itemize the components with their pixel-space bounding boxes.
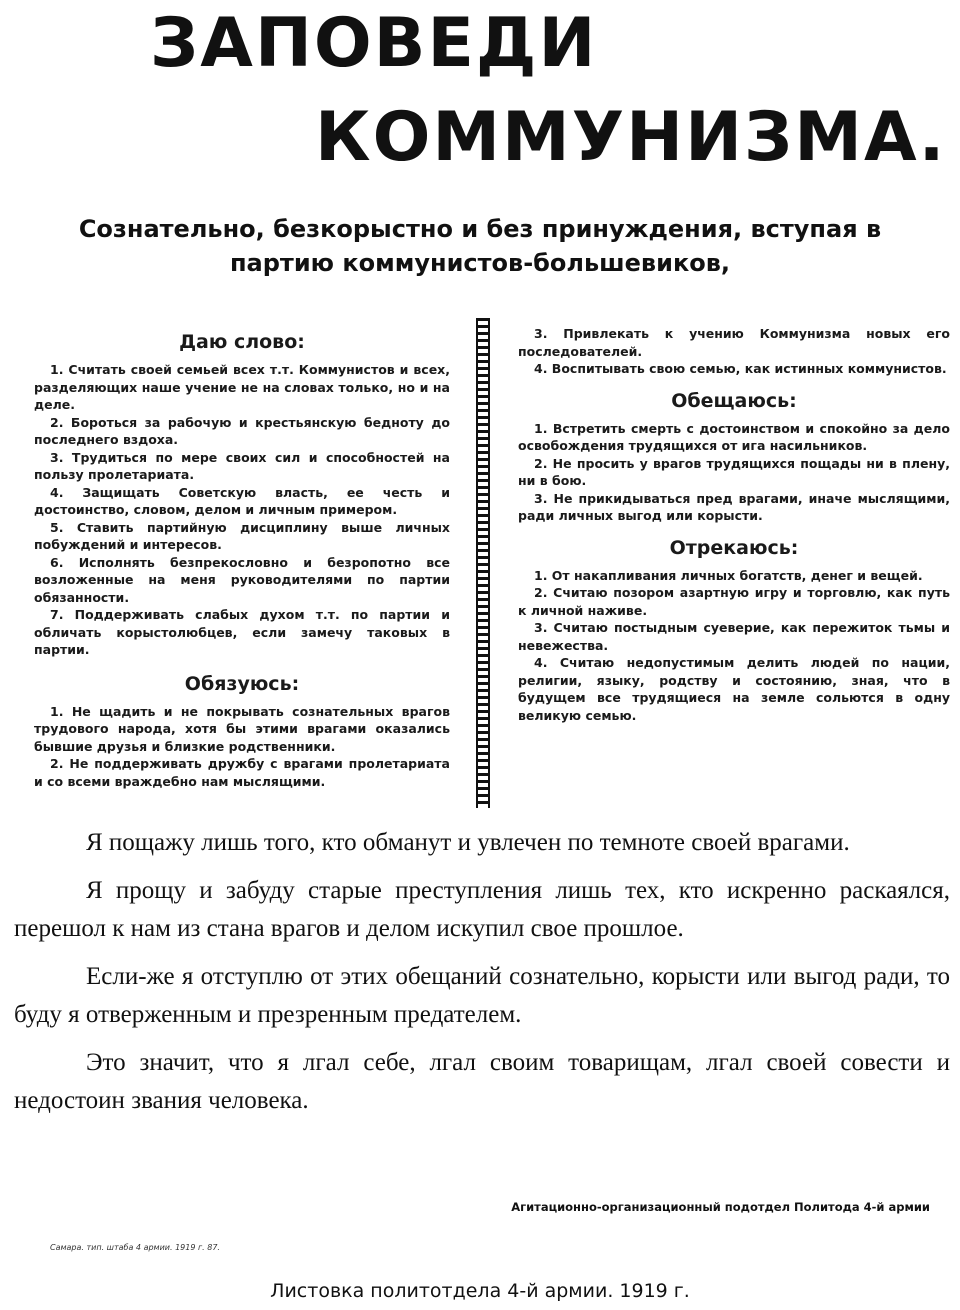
list-item: 4. Защищать Советскую власть, ее честь и достоинство, словом, делом и личным примером. [34, 484, 450, 517]
title-line-2: КОММУНИЗМА. [315, 98, 947, 177]
body-paragraph: Я прощу и забуду старые преступления лишь тех, кто искренно раскаялся, перешол к нам из стана врагов и делом искупил свое прошлое. [14, 877, 950, 942]
body-paragraph: Это значит, что я лгал себе, лгал своим товарищам, лгал своей совести и недостоин звания человека. [14, 1049, 950, 1114]
list-item: 2. Бороться за рабочую и крестьянскую бедноту до последнего вздоха. [34, 414, 450, 447]
list-item: 3. Трудиться по мере своих сил и способностей на пользу пролетариата. [34, 449, 450, 482]
list-item: 4. Воспитывать свою семью, как истинных коммунистов. [534, 361, 947, 376]
list-item: 5. Ставить партийную дисциплину выше личных побуждений и интересов. [34, 519, 450, 552]
list-item: 6. Исполнять безпрекословно и безропотно все возложенные на меня руководителями по партии обязанности. [34, 554, 450, 605]
list-item: 1. Считать своей семьей всех т.т. Коммунистов и всех, разделяющих наше учение не на словах только, но и на деле. [34, 362, 450, 412]
section-heading-otrekayus: Отрекаюсь: [669, 536, 799, 559]
list-item: 4. Считаю недопустимым делить людей по нации, религии, языку, родству и состоянию, зная, что в будущем все трудящиеся на земле сольются в одну великую семью. [518, 655, 950, 723]
section-heading-dayu-slovo: Даю слово: [179, 331, 305, 353]
list-item: 2. Не поддерживать дружбу с врагами пролетариата и со всеми враждебно нам мыслящими. [34, 756, 450, 789]
intro-line-1: Сознательно, безкорыстно и без принуждения, вступая в [78, 215, 882, 243]
list-item: 2. Не просить у врагов трудящихся пощады ни в плену, ни в бою. [518, 455, 950, 488]
section-heading-obyazuyus: Обязуюсь: [184, 672, 300, 695]
list-item: 3. Не прикидываться пред врагами, иначе мыслящими, ради личных выгод или корысти. [518, 490, 950, 523]
list-item: 3. Считаю постыдным суеверие, как пережиток тьмы и невежества. [518, 620, 950, 653]
right-column [518, 325, 950, 724]
list-item: 3. Привлекать к учению Коммунизма новых его последователей. [518, 326, 950, 359]
list-item: 1. Встретить смерть с достоинством и спокойно за дело освобождения трудящихся от ига насильников. [518, 420, 950, 453]
intro-text [0, 212, 960, 280]
signature: Агитационно-организационный подотдел Политода 4-й армии [511, 1200, 930, 1214]
list-item: 2. Считаю позором азартную игру и торговлю, как путь к личной наживе. [518, 585, 950, 618]
title-line-1: ЗАПОВЕДИ [150, 4, 598, 83]
caption: Листовка политотдела 4-й армии. 1919 г. [270, 1280, 690, 1302]
section-heading-obeschayus: Обещаюсь: [671, 389, 797, 412]
list-item: 7. Поддерживать слабых духом т.т. по партии и обличать корыстолюбцев, если замечу таковых в партии. [34, 607, 450, 657]
closing-pledge [14, 824, 950, 1130]
list-item: 1. От накапливания личных богатств, денег и вещей. [534, 567, 923, 583]
column-divider [476, 318, 490, 808]
print-note: Самара. тип. штаба 4 армии. 1919 г. 87. [50, 1243, 220, 1252]
list-item: 1. Не щадить и не покрывать сознательных врагов трудового народа, хотя бы этими врагами оказались бывшие друзья и близкие родственники. [34, 703, 450, 754]
intro-line-2: партию коммунистов-большевиков, [229, 249, 731, 277]
body-paragraph: Если-же я отступлю от этих обещаний сознательно, корысти или выгод ради, то буду я отверженным и презренным предателем. [14, 963, 950, 1028]
left-column [34, 325, 450, 790]
body-paragraph: Я пощажу лишь того, кто обманут и увлечен по темноте своей врагами. [86, 829, 850, 856]
